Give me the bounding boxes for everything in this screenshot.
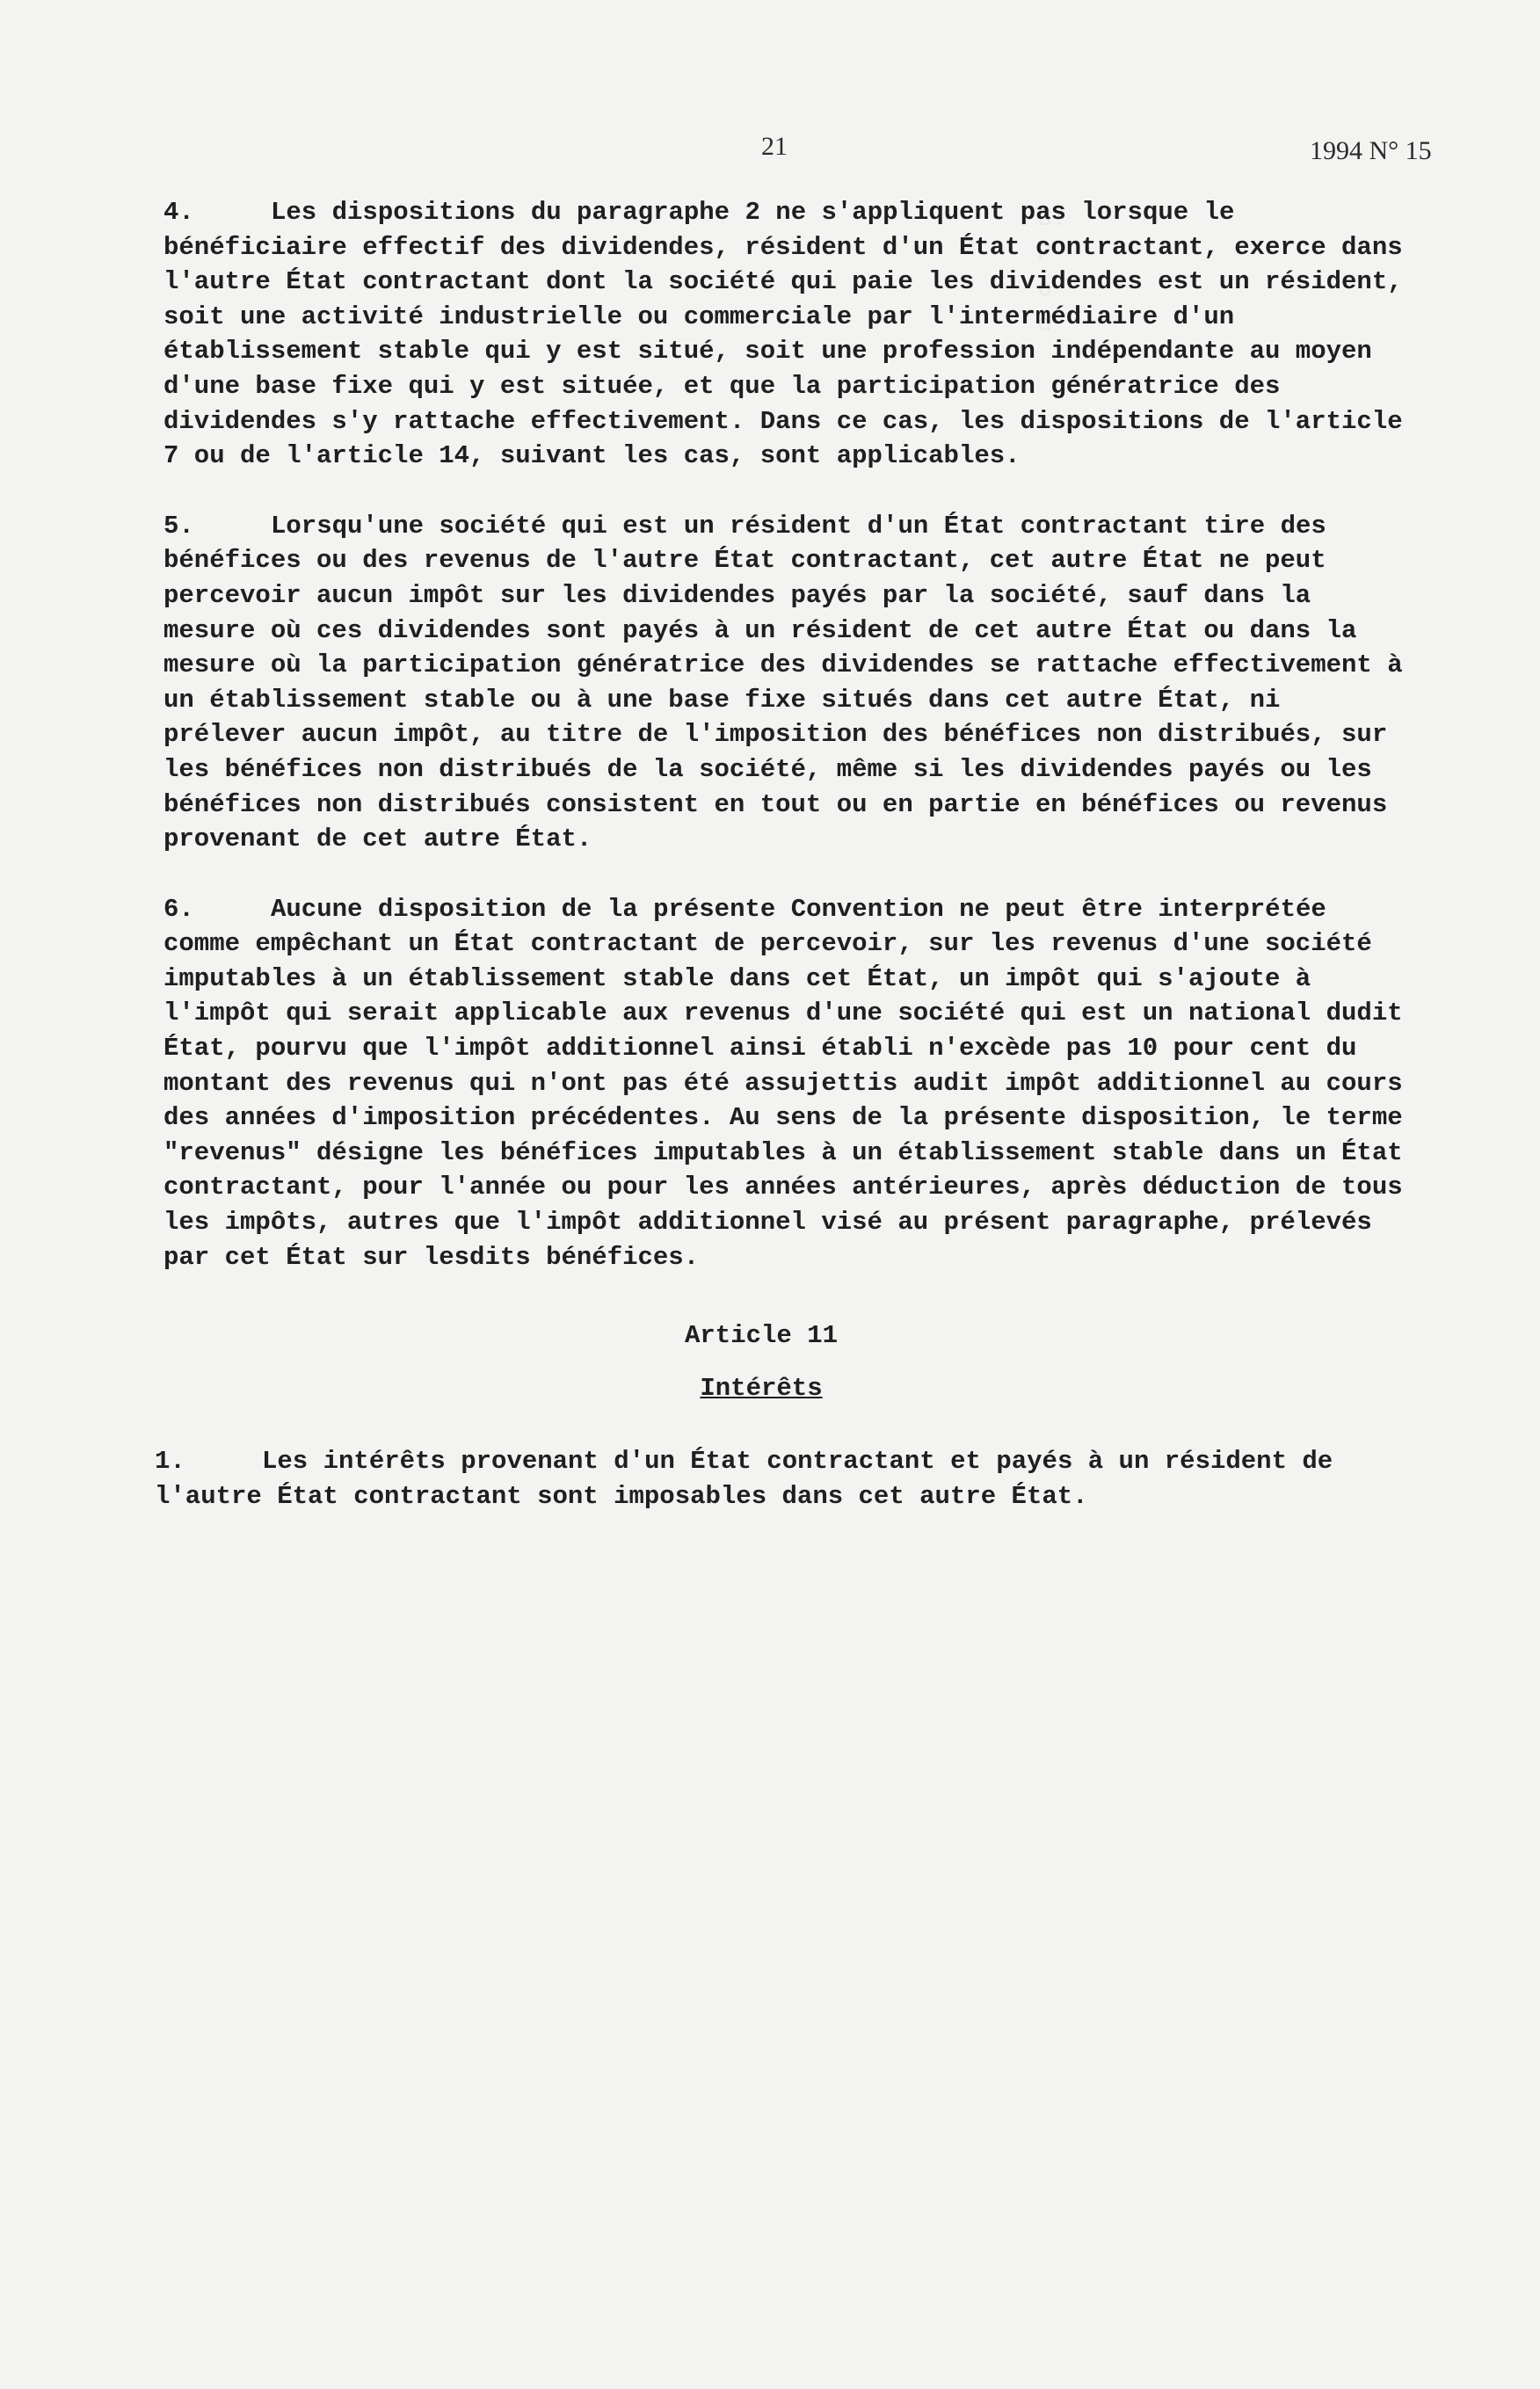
page-number: 21 [761,132,788,161]
paragraph-5 [163,509,1419,857]
paragraph-4 [163,195,1419,474]
document-body [155,195,1419,1550]
article-11-paragraph-1 [155,1444,1412,1514]
gazette-issue: 1994 N° 15 [1310,136,1432,165]
paragraph-number: 4. [163,198,194,227]
paragraph-number: 1. [155,1447,185,1477]
paragraph-text: Les dispositions du paragraphe 2 ne s'appliquent pas lorsque le bénéficiaire effectif des dividendes, résident d'un État contractant, exerce dans l'autre État contractant dont la société qui paie les dividendes est un résident, soit une activité industrielle ou commerciale par l'intermédiaire d'un établissement stable qui y est situé, soit une profession indépendante au moyen d'une base fixe qui y est située, et que la participation génératrice des dividendes s'y rattache effectivement. Dans ce cas, les dispositions de l'article 7 ou de l'article 14, suivant les cas, sont applicables. [163,198,1419,471]
paragraph-number: 5. [163,511,194,541]
paragraph-text: Aucune disposition de la présente Convention ne peut être interprétée comme empêchant un État contractant de percevoir, sur les revenus d'une société imputables à un établissement stable dans cet État, un impôt qui s'ajoute à l'impôt qui serait applicable aux revenus d'une société qui est un national dudit État, pourvu que l'impôt additionnel ainsi établi n'excède pas 10 pour cent du montant des revenus qui n'ont pas été assujettis audit impôt additionnel au cours des années d'imposition précédentes. Au sens de la présente disposition, le terme "revenus" désigne les bénéfices imputables à un établissement stable dans un État contractant, pour l'année ou pour les années antérieures, après déduction de tous les impôts, autres que l'impôt additionnel visé au présent paragraphe, prélevés par cet État sur lesdits bénéfices. [163,894,1419,1272]
paragraph-number: 6. [163,894,194,924]
show-through-texture-lower [229,1740,272,1846]
article-heading: Article 11 [684,1321,839,1351]
paragraph-6 [163,892,1419,1275]
article-subheading: Intérêts [700,1373,823,1403]
paragraph-text: Les intérêts provenant d'un État contractant et payés à un résident de l'autre État contractant sont imposables dans cet autre État. [155,1447,1348,1511]
paragraph-text: Lorsqu'une société qui est un résident d'un État contractant tire des bénéfices ou des revenus de l'autre État contractant, cet autre État ne peut percevoir aucun impôt sur les dividendes payés par la société, sauf dans la mesure où ces dividendes sont payés à un résident de cet autre État ou dans la mesure où la participation génératrice des dividendes se rattache effectivement à un établissement stable ou à une base fixe situés dans cet autre État, ni prélever aucun impôt, au titre de l'imposition des bénéfices non distribués, sur les bénéfices non distribués de la société, même si les dividendes payés ou les bénéfices non distribués consistent en tout ou en partie en bénéfices ou revenus provenant de cet autre État. [163,511,1419,854]
